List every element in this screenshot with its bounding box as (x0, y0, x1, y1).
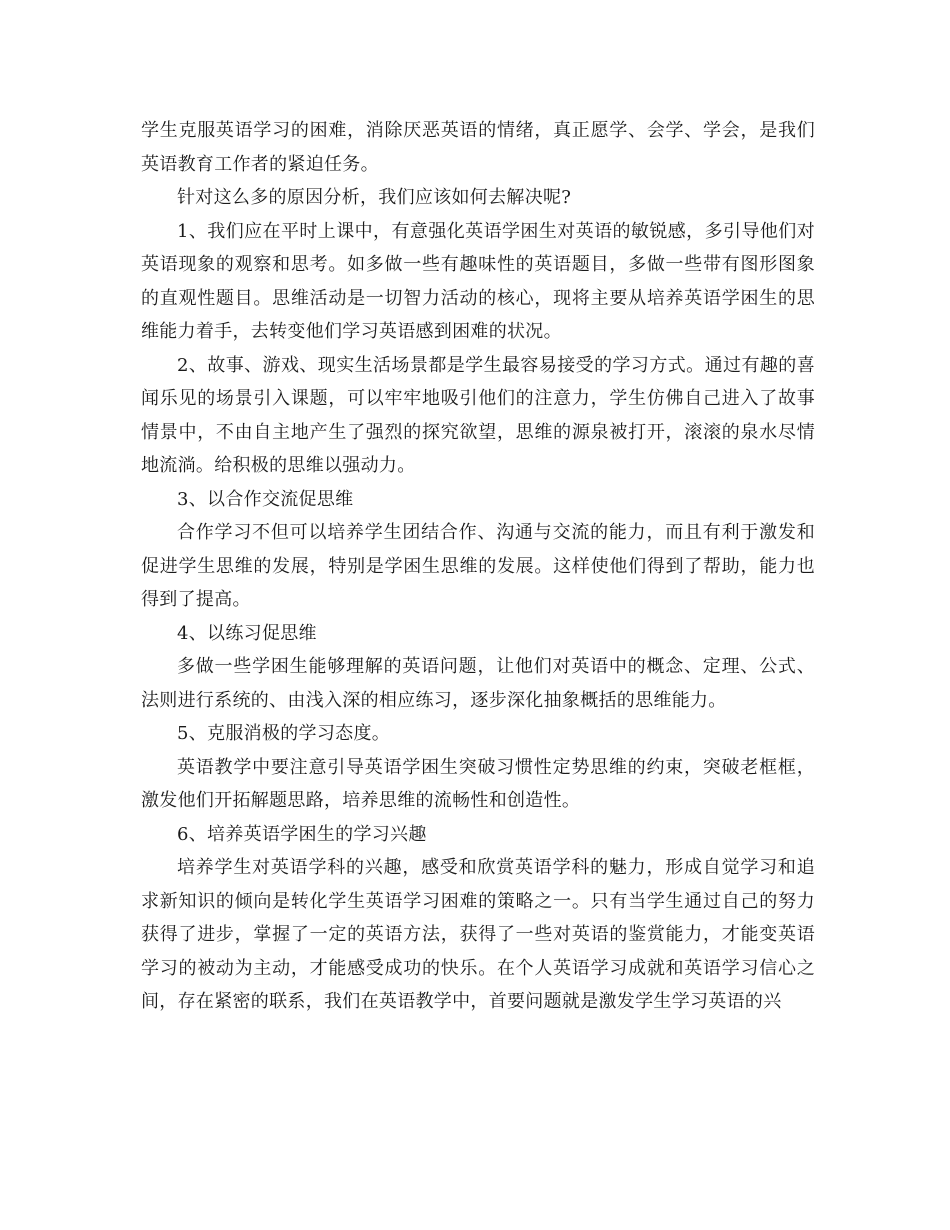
paragraph-point-4-body: 多做一些学困生能够理解的英语问题，让他们对英语中的概念、定理、公式、法则进行系统的、由浅入深的相应练习，逐步深化抽象概括的思维能力。 (141, 656, 815, 711)
paragraph-point-1: 1、我们应在平时上课中，有意强化英语学困生对英语的敏锐感，多引导他们对英语现象的观察和思考。如多做一些有趣味性的英语题目，多做一些带有图形图象的直观性题目。思维活动是一切智力活动的核心，现将主要从培养英语学困生的思维能力着手，去转变他们学习英语感到困难的状况。 (141, 220, 815, 342)
paragraph-point-6-body: 培养学生对英语学科的兴趣，感受和欣赏英语学科的魅力，形成自觉学习和追求新知识的倾向是转化学生英语学习困难的策略之一。只有当学生通过自己的努力获得了进步，掌握了一定的英语方法，获得了一些对英语的鉴赏能力，才能变英语学习的被动为主动，才能感受成功的快乐。在个人英语学习成就和英语学习信心之间，存在紧密的联系，我们在英语教学中，首要问题就是激发学生学习英语的兴 (141, 857, 815, 1012)
heading-point-3: 3、以合作交流促思维 (177, 488, 354, 510)
heading-point-4: 4、以练习促思维 (177, 622, 317, 644)
document-body (141, 114, 815, 1019)
heading-point-6: 6、培养英语学困生的学习兴趣 (177, 823, 427, 845)
paragraph-point-2: 2、故事、游戏、现实生活场景都是学生最容易接受的学习方式。通过有趣的喜闻乐见的场景引入课题，可以牢牢地吸引他们的注意力，学生仿佛自己进入了故事情景中，不由自主地产生了强烈的探究欲望，思维的源泉被打开，滚滚的泉水尽情地流淌。给积极的思维以强动力。 (141, 354, 815, 476)
heading-point-5: 5、克服消极的学习态度。 (177, 723, 391, 744)
paragraph-point-5-body: 英语教学中要注意引导英语学困生突破习惯性定势思维的约束，突破老框框，激发他们开拓解题思路，培养思维的流畅性和创造性。 (141, 756, 815, 811)
paragraph-continuation: 学生克服英语学习的困难，消除厌恶英语的情绪，真正愿学、会学、学会，是我们英语教育工作者的紧迫任务。 (141, 120, 815, 175)
paragraph-point-3-body: 合作学习不但可以培养学生团结合作、沟通与交流的能力，而且有利于激发和促进学生思维的发展，特别是学困生思维的发展。这样使他们得到了帮助，能力也得到了提高。 (141, 522, 815, 610)
paragraph-question: 针对这么多的原因分析，我们应该如何去解决呢? (177, 187, 572, 208)
